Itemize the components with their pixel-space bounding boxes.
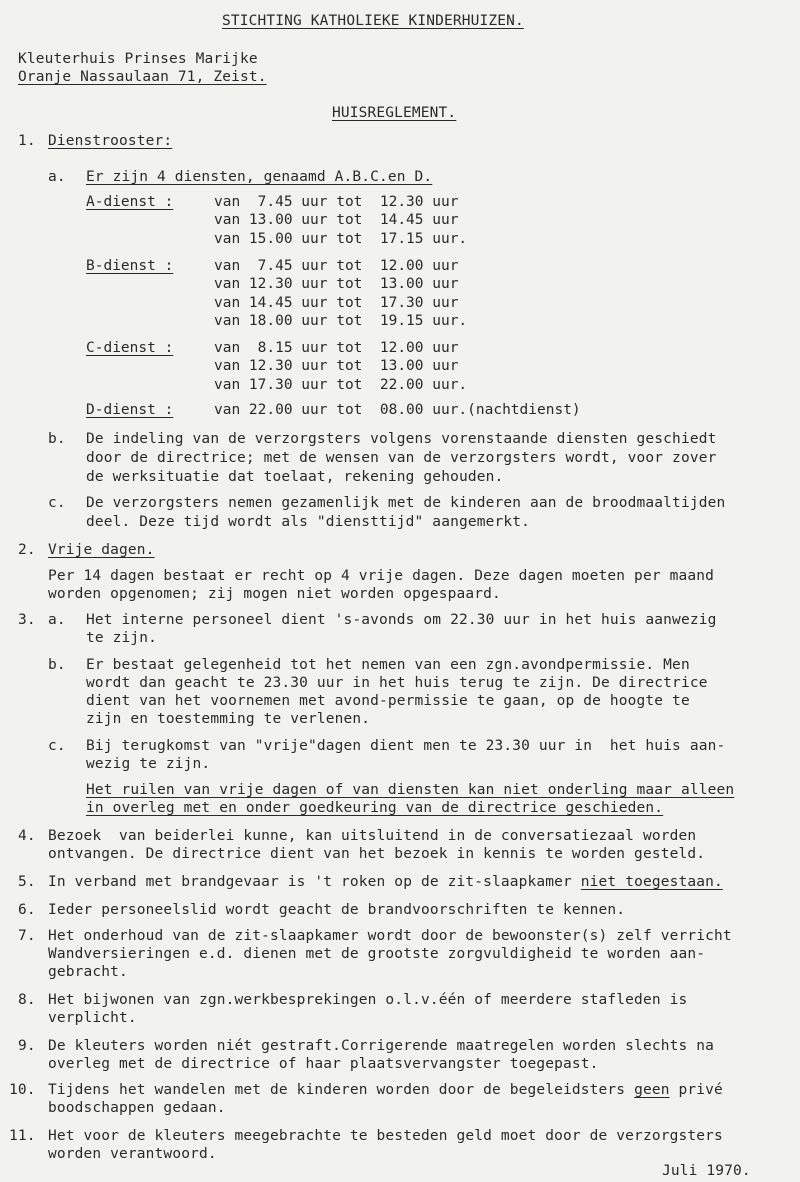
section-2-line-1: Per 14 dagen bestaat er recht op 4 vrije dagen. Deze dagen moeten per maand (48, 568, 714, 584)
section-4-line-1: Bezoek van beiderlei kunne, kan uitsluitend in de conversatiezaal worden (48, 828, 697, 844)
section-10-line-1 (48, 1081, 723, 1099)
section-10-emphasis: geen (634, 1082, 670, 1098)
schedule-d (86, 401, 581, 419)
section-4-line-2: ontvangen. De directrice dient van het bezoek in kennis te worden gesteld. (48, 846, 706, 862)
section-2-line-2: worden opgenomen; zij mogen niet worden opgespaard. (48, 586, 501, 602)
section-3b-letter: b. (48, 657, 66, 673)
organization-heading: STICHTING KATHOLIEKE KINDERHUIZEN. (222, 13, 524, 29)
schedule-label: C-dienst : (86, 340, 174, 356)
section-8-line-2: verplicht. (48, 1010, 137, 1026)
section-5-text: In verband met brandgevaar is 't roken op de zit-slaapkamer (48, 874, 581, 890)
section-1c-letter: c. (48, 495, 66, 511)
schedule-row: van 7.45 uur tot 12.30 uur (214, 194, 459, 210)
schedule-row: van 17.30 uur tot 22.00 uur. (214, 376, 468, 393)
section-9-line-2: overleg met de directrice of haar plaatsvervangster toegepast. (48, 1056, 599, 1072)
section-7-line-2: Wandversieringen e.d. dienen met de grootste zorgvuldigheid te worden aan- (48, 946, 706, 962)
address-line-2: Oranje Nassaulaan 71, Zeist. (18, 69, 267, 85)
section-5-emphasis: niet toegestaan. (580, 874, 723, 890)
section-10-text-end: privé (669, 1082, 723, 1098)
document-date: Juli 1970. (662, 1163, 751, 1179)
section-6-number: 6. (18, 902, 36, 918)
schedule-row: van 18.00 uur tot 19.15 uur. (214, 312, 468, 329)
schedule-b (86, 257, 467, 330)
section-3b-line-1: Er bestaat gelegenheid tot het nemen van een zgn.avondpermissie. Men (86, 657, 690, 673)
section-4-number: 4. (18, 828, 36, 844)
schedule-row: van 12.30 uur tot 13.00 uur (214, 276, 459, 293)
schedule-label: B-dienst : (86, 258, 174, 274)
section-10-line-2: boodschappen gedaan. (48, 1100, 226, 1116)
section-5-number: 5. (18, 874, 36, 890)
section-7-number: 7. (18, 928, 36, 944)
schedule-c (86, 339, 467, 394)
section-5-line (48, 873, 723, 891)
address-line-1: Kleuterhuis Prinses Marijke (18, 51, 258, 67)
section-3-note-line-2: in overleg met en onder goedkeuring van de directrice geschieden. (86, 800, 664, 816)
section-3c-letter: c. (48, 738, 66, 754)
section-1b-letter: b. (48, 431, 66, 447)
section-3a-line-2: te zijn. (86, 630, 158, 646)
schedule-row: van 12.30 uur tot 13.00 uur (214, 358, 459, 375)
section-3-number: 3. (18, 612, 36, 628)
section-11-line-2: worden verantwoord. (48, 1146, 217, 1162)
schedule-label: D-dienst : (86, 402, 174, 418)
schedule-row: van 7.45 uur tot 12.00 uur (214, 258, 459, 274)
schedule-row: van 13.00 uur tot 14.45 uur (214, 212, 459, 229)
schedule-label: A-dienst : (86, 194, 174, 210)
section-9-line-1: De kleuters worden niét gestraft.Corrigerende maatregelen worden slechts na (48, 1038, 714, 1054)
section-10-text: Tijdens het wandelen met de kinderen worden door de begeleidsters (48, 1082, 635, 1098)
section-9-number: 9. (18, 1038, 36, 1054)
section-3c-line-1: Bij terugkomst van "vrije"dagen dient men te 23.30 uur in het huis aan- (86, 738, 726, 754)
section-3b-line-4: zijn en toestemming te verlenen. (86, 711, 371, 727)
section-1-heading: Dienstrooster: (48, 133, 173, 149)
section-1a-text: Er zijn 4 diensten, genaamd A.B.C.en D. (86, 169, 433, 185)
section-2-number: 2. (18, 542, 36, 558)
section-8-number: 8. (18, 992, 36, 1008)
section-6-text: Ieder personeelslid wordt geacht de brandvoorschriften te kennen. (48, 902, 626, 918)
document-title: HUISREGLEMENT. (332, 105, 457, 121)
schedule-row: van 14.45 uur tot 17.30 uur (214, 294, 459, 311)
section-1b-line-2: door de directrice; met de wensen van de verzorgsters wordt, voor zover (86, 450, 717, 466)
section-1c-line-2: deel. Deze tijd wordt als "diensttijd" aangemerkt. (86, 514, 530, 530)
section-7-line-1: Het onderhoud van de zit-slaapkamer wordt door de bewoonster(s) zelf verricht (48, 928, 732, 944)
schedule-row: van 22.00 uur tot 08.00 uur.(nachtdienst) (214, 402, 581, 418)
schedule-a (86, 193, 467, 248)
section-1b-line-1: De indeling van de verzorgsters volgens vorenstaande diensten geschiedt (86, 431, 717, 447)
section-1-number: 1. (18, 133, 36, 149)
section-1b-line-3: de werksituatie dat toelaat, rekening gehouden. (86, 469, 504, 485)
section-1a-letter: a. (48, 169, 66, 185)
section-10-number: 10. (9, 1082, 36, 1098)
section-3-note-line-1: Het ruilen van vrije dagen of van diensten kan niet onderling maar alleen (86, 782, 735, 798)
section-3a-line-1: Het interne personeel dient 's-avonds om 22.30 uur in het huis aanwezig (86, 612, 717, 628)
section-2-heading: Vrije dagen. (48, 542, 155, 558)
schedule-row: van 8.15 uur tot 12.00 uur (214, 340, 459, 356)
section-3b-line-3: dient van het voornemen met avond-permissie te gaan, op de hoogte te (86, 693, 690, 709)
section-8-line-1: Het bijwonen van zgn.werkbesprekingen o.l.v.één of meerdere stafleden is (48, 992, 688, 1008)
section-11-line-1: Het voor de kleuters meegebrachte te besteden geld moet door de verzorgsters (48, 1128, 723, 1144)
section-1c-line-1: De verzorgsters nemen gezamenlijk met de kinderen aan de broodmaaltijden (86, 495, 726, 511)
section-7-line-3: gebracht. (48, 964, 128, 980)
section-3b-line-2: wordt dan geacht te 23.30 uur in het huis terug te zijn. De directrice (86, 675, 708, 691)
section-11-number: 11. (9, 1128, 36, 1144)
schedule-row: van 15.00 uur tot 17.15 uur. (214, 230, 468, 247)
section-3c-line-2: wezig te zijn. (86, 756, 211, 772)
section-3a-letter: a. (48, 612, 66, 628)
